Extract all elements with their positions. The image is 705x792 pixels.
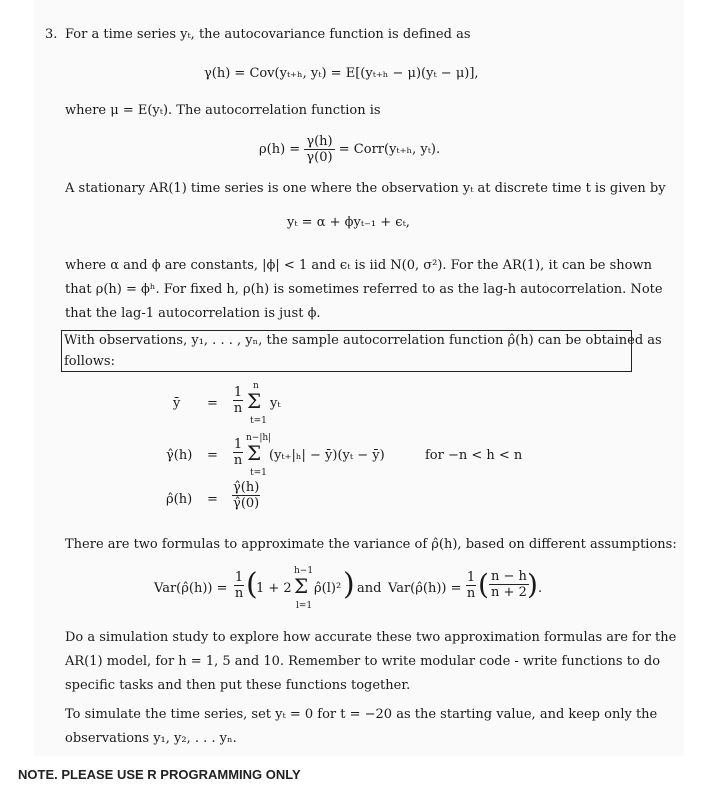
gammahat-sum-top: n−|h| (246, 433, 272, 443)
where-mu-text: where μ = E(yₜ). The autocorrelation function is (65, 103, 381, 118)
rhohat-numerator: γ̂(h) (233, 480, 260, 495)
var1-open-paren: ( (246, 567, 258, 602)
var2-frac-den: n (466, 586, 476, 601)
var1-fraction (234, 570, 244, 601)
var2-close-paren: ) (527, 568, 538, 601)
var1-sigma-icon: Σ (294, 574, 309, 598)
footnote-note: NOTE. PLEASE USE R PROGRAMMING ONLY (18, 767, 301, 782)
var1-sum-bot: l=1 (296, 601, 313, 611)
autocorr-numerator: γ(h) (306, 134, 333, 149)
var1-frac-num: 1 (234, 570, 244, 585)
gammahat-frac-num: 1 (233, 437, 243, 452)
boxed-line-2: follows: (64, 354, 115, 369)
sim-line-1: To simulate the time series, set yₜ = 0 for t = −20 as the starting value, and keep only the (65, 707, 658, 722)
intro-text: For a time series yₜ, the autocovariance function is defined as (65, 27, 471, 42)
ybar-frac-num: 1 (233, 385, 243, 400)
task-line-1: Do a simulation study to explore how accurate these two approximation formulas are for the (65, 630, 677, 645)
autocorr-lhs: ρ(h) = (259, 142, 301, 157)
var2-fraction (466, 570, 476, 601)
rhohat-fraction (232, 480, 260, 511)
paragraph-line-2: that ρ(h) = ϕʰ. For fixed h, ρ(h) is sometimes referred to as the lag-h autocorrelation. Note (65, 282, 663, 297)
gammahat-sum-bot: t=1 (250, 468, 267, 478)
boxed-line-1: With observations, y₁, . . . , yₙ, the sample autocorrelation function ρ̂(h) can be obtained as (64, 333, 662, 348)
ybar-equals: = (207, 396, 218, 411)
gammahat-equals: = (207, 448, 218, 463)
var2-open-paren: ( (478, 568, 489, 601)
var2-frac-num: 1 (466, 570, 476, 585)
sim-line-2: observations y₁, y₂, . . . yₙ. (65, 731, 237, 746)
autocorr-rhs: = Corr(yₜ₊ₕ, yₜ). (338, 142, 441, 157)
ybar-sum-bot: t=1 (250, 416, 267, 426)
var1-term: ρ̂(l)² (314, 581, 342, 596)
gammahat-sigma-icon: Σ (247, 441, 262, 465)
ybar-term: yₜ (270, 396, 281, 411)
rhohat-denominator: γ̂(0) (233, 496, 260, 511)
two-formulas-text: There are two formulas to approximate the variance of ρ̂(h), based on different assumptions: (65, 537, 677, 552)
gammahat-frac-den: n (233, 453, 243, 468)
var1-sum-top: h−1 (294, 566, 314, 576)
var2-lhs: Var(ρ̂(h)) = (388, 581, 462, 596)
task-line-2: AR(1) model, for h = 1, 5 and 10. Remember to write modular code - write functions to do (65, 654, 661, 669)
var1-body-pre: 1 + 2 (256, 581, 292, 596)
rhohat-lhs: ρ̂(h) (166, 492, 193, 507)
var-and: and (357, 581, 382, 596)
paragraph-line-1: where α and ϕ are constants, |ϕ| < 1 and ϵₜ is iid N(0, σ²). For the AR(1), it can be shown (65, 258, 653, 273)
ybar-lhs: ȳ (173, 396, 181, 411)
rhohat-equals: = (207, 492, 218, 507)
var2-end: . (538, 581, 543, 596)
ybar-fraction (233, 385, 243, 416)
gammahat-fraction (233, 437, 243, 468)
gammahat-term: (yₜ₊|ₕ| − ȳ)(yₜ − ȳ) (269, 448, 385, 463)
var1-frac-den: n (234, 586, 244, 601)
ybar-frac-den: n (233, 401, 243, 416)
ar1-equation: yₜ = α + ϕyₜ₋₁ + ϵₜ, (287, 215, 410, 230)
autocovariance-equation: γ(h) = Cov(yₜ₊ₕ, yₜ) = E[(yₜ₊ₕ − μ)(yₜ − μ)], (204, 66, 479, 81)
var2-inner-fraction (489, 569, 529, 600)
var1-close-paren: ) (343, 567, 355, 602)
autocorrelation-equation (259, 134, 440, 165)
var2-inner-den: n + 2 (491, 585, 527, 600)
ar1-intro-text: A stationary AR(1) time series is one where the observation yₜ at discrete time t is given by (65, 181, 666, 196)
ybar-sum-top: n (253, 381, 259, 391)
var1-lhs: Var(ρ̂(h)) = (154, 581, 228, 596)
task-line-3: specific tasks and then put these functions together. (65, 678, 411, 693)
autocorr-denominator: γ(0) (306, 150, 333, 165)
paragraph-line-3: that the lag-1 autocorrelation is just ϕ. (65, 306, 321, 321)
var2-inner-num: n − h (491, 569, 527, 584)
autocorr-fraction (304, 134, 334, 165)
problem-number: 3. (45, 27, 58, 42)
gammahat-condition: for −n < h < n (425, 448, 523, 463)
gammahat-lhs: γ̂(h) (166, 448, 193, 463)
ybar-sigma-icon: Σ (247, 389, 262, 413)
